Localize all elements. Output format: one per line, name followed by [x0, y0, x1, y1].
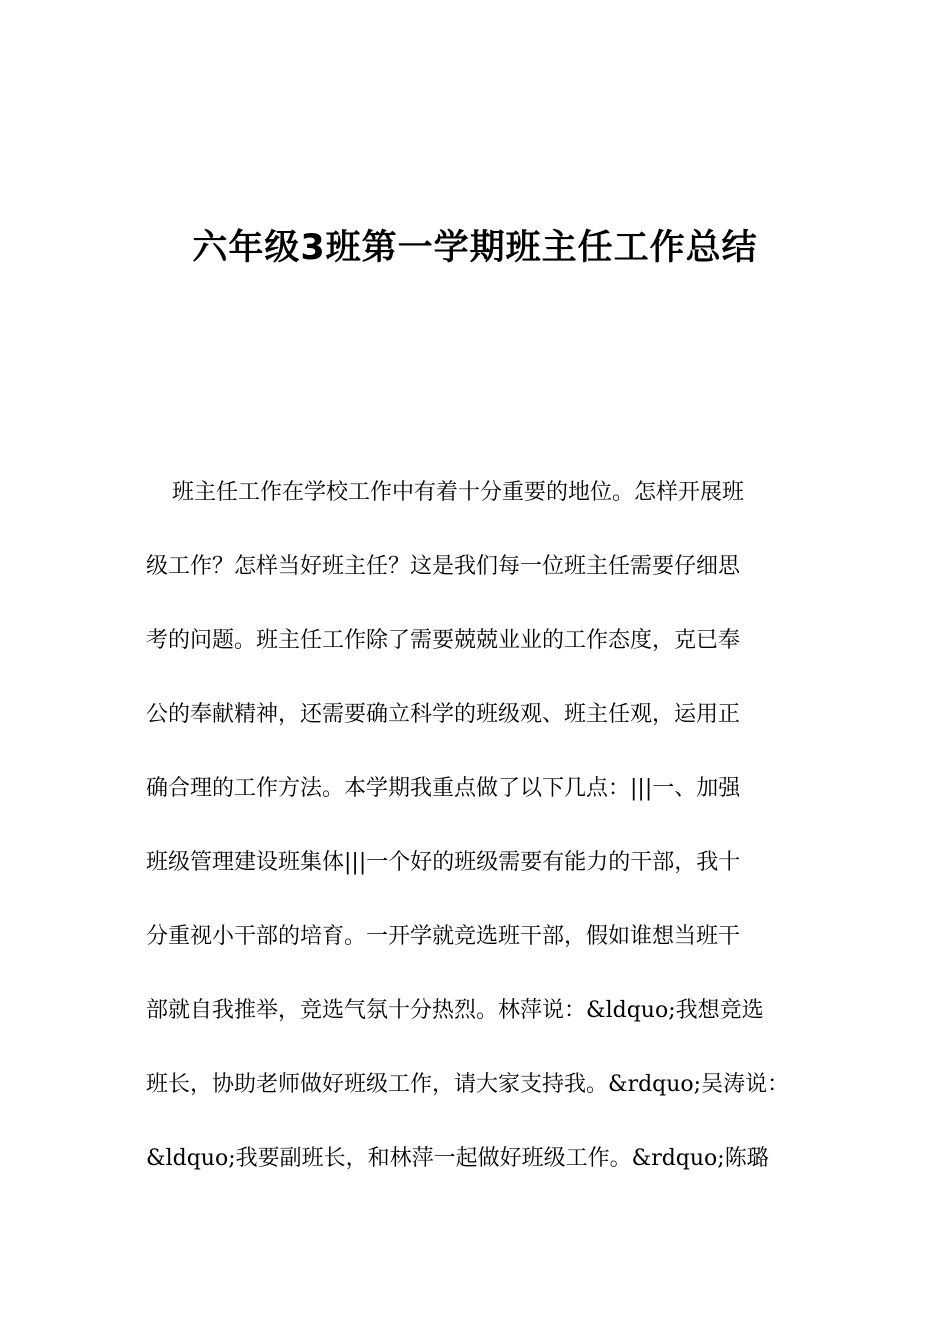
body-line: 部就自我推举，竞选气氛十分热烈。林萍说：&ldquo;我想竞选	[146, 998, 764, 1023]
body-line: &ldquo;我要副班长，和林萍一起做好班级工作。&rdquo;陈璐	[146, 1146, 769, 1171]
document-body	[146, 456, 826, 1196]
body-line: 考的问题。班主任工作除了需要兢兢业业的工作态度，克已奉	[146, 628, 741, 653]
body-line: 班级管理建设班集体|||一个好的班级需要有能力的干部，我十	[146, 850, 741, 875]
body-line: 班长，协助老师做好班级工作，请大家支持我。&rdquo;吴涛说：	[146, 1072, 790, 1097]
body-line: 班主任工作在学校工作中有着十分重要的地位。怎样开展班	[172, 480, 745, 505]
document-title: 六年级3班第一学期班主任工作总结	[192, 228, 758, 268]
body-line: 分重视小干部的培育。一开学就竞选班干部，假如谁想当班干	[146, 924, 741, 949]
body-line: 级工作？怎样当好班主任？这是我们每一位班主任需要仔细思	[146, 554, 741, 579]
body-line: 公的奉献精神，还需要确立科学的班级观、班主任观，运用正	[146, 702, 741, 727]
body-line: 确合理的工作方法。本学期我重点做了以下几点：|||一、加强	[146, 776, 741, 801]
